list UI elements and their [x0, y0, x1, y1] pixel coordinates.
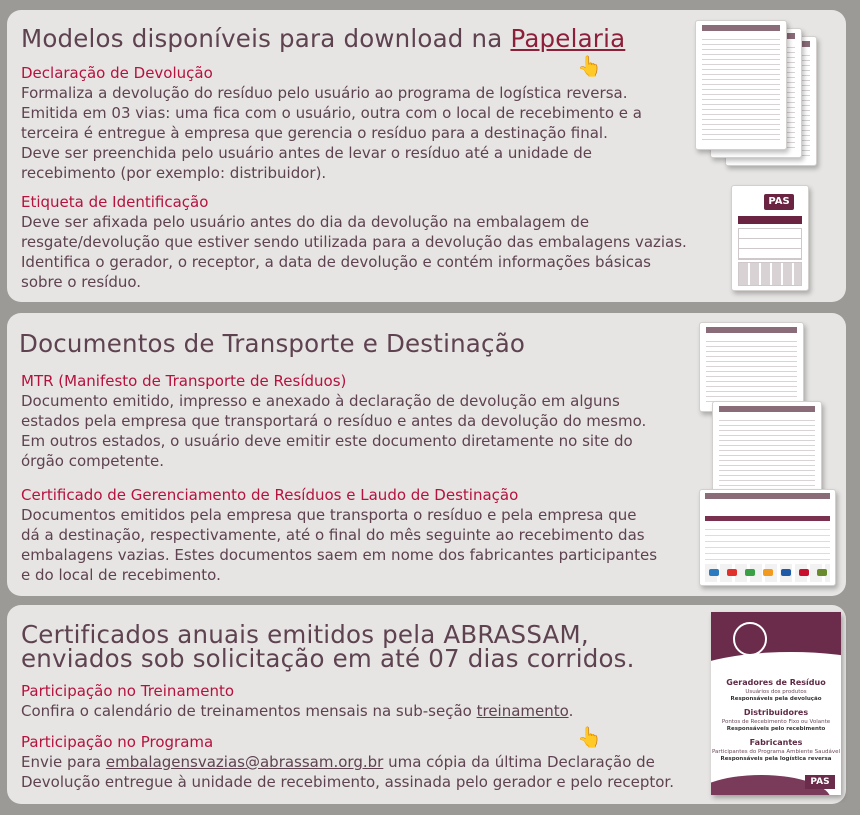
mtr-thumbnail[interactable] — [699, 322, 804, 412]
pas-logo-icon: PAS — [764, 194, 794, 210]
item-declaracao — [21, 63, 711, 183]
section-downloads — [7, 10, 846, 302]
item-description: Documentos emitidos pela empresa que transporta o resíduo e pela empresa que dá a destinação, respectivamente, até o final do mês seguinte ao recebimento das embalagens vazias. Estes documentos saem em nome dos fabricantes participantes e do local de recebimento. — [21, 506, 658, 584]
item-title: Declaração de Devolução — [21, 64, 213, 82]
papelaria-link[interactable]: Papelaria — [510, 24, 626, 53]
item-description: Documento emitido, impresso e anexado à declaração de devolução em alguns estados pela empresa que transportará o resíduo e antes da devolução do mesmo. Em outros estados, o usuário deve emitir este documento diretamente no site do órgão competente. — [21, 392, 647, 470]
item-treinamento — [21, 681, 711, 721]
people-icon — [733, 622, 767, 656]
item-description: Envie para embalagensvazias@abrassam.org.br uma cópia da última Declaração de Devolução entregue à unidade de recebimento, assinada pelo gerador e pelo receptor. — [21, 753, 674, 791]
pas-poster-thumbnail[interactable]: Geradores de Resíduo Usuários dos produtos Responsáveis pela devolução Distribuidores Pontos de Recebimento Fixo ou Volante Responsáveis pelo recebimento Fabricantes Participantes do Programa Ambiente Saudável Responsáveis pela logística reversa PAS — [711, 612, 841, 795]
laudo-thumbnail[interactable] — [712, 401, 822, 498]
declaracao-thumbnail[interactable] — [695, 20, 787, 150]
etiqueta-thumbnail[interactable] — [731, 185, 809, 291]
item-certificado — [21, 485, 711, 585]
treinamento-link[interactable]: treinamento — [476, 702, 569, 720]
pointing-hand-icon: 👆 — [577, 54, 602, 78]
item-description: Formaliza a devolução do resíduo pelo usuário ao programa de logística reversa. Emitida em 03 vias: uma fica com o usuário, outra com o local de recebimento e a terceira é entregue à empresa que gerencia o resíduo para a destinação final. Deve ser preenchida pelo usuário antes de levar o resíduo até a unidade de recebimento (por exemplo: distribuidor). — [21, 84, 642, 182]
item-etiqueta — [21, 192, 711, 292]
item-mtr — [21, 371, 711, 471]
item-description: Deve ser afixada pelo usuário antes do dia da devolução na embalagem de resgate/devolução que estiver sendo utilizada para a devolução das embalagens vazias. Identifica o gerador, o receptor, a data de devolução e contém informações básicas sobre o resíduo. — [21, 213, 687, 291]
item-description: Confira o calendário de treinamentos mensais na sub-seção treinamento. — [21, 702, 574, 720]
pas-logo-icon: PAS — [805, 775, 835, 789]
item-programa — [21, 732, 721, 792]
item-title: Participação no Treinamento — [21, 682, 235, 700]
pointing-hand-icon: 👆 — [577, 725, 602, 749]
certificado-thumbnail[interactable] — [699, 489, 836, 586]
item-title: MTR (Manifesto de Transporte de Resíduos) — [21, 372, 347, 390]
item-title: Participação no Programa — [21, 733, 214, 751]
email-link[interactable]: embalagensvazias@abrassam.org.br — [105, 753, 384, 771]
section-certificates — [7, 605, 846, 804]
section-title: Modelos disponíveis para download na Papelaria — [21, 24, 626, 53]
item-title: Certificado de Gerenciamento de Resíduos e Laudo de Destinação — [21, 486, 519, 504]
section-title: Documentos de Transporte e Destinação — [19, 329, 526, 358]
section-transport — [7, 313, 846, 596]
section-title: Certificados anuais emitidos pela ABRASSAM, enviados sob solicitação em até 07 dias corridos. — [21, 620, 635, 673]
item-title: Etiqueta de Identificação — [21, 193, 209, 211]
